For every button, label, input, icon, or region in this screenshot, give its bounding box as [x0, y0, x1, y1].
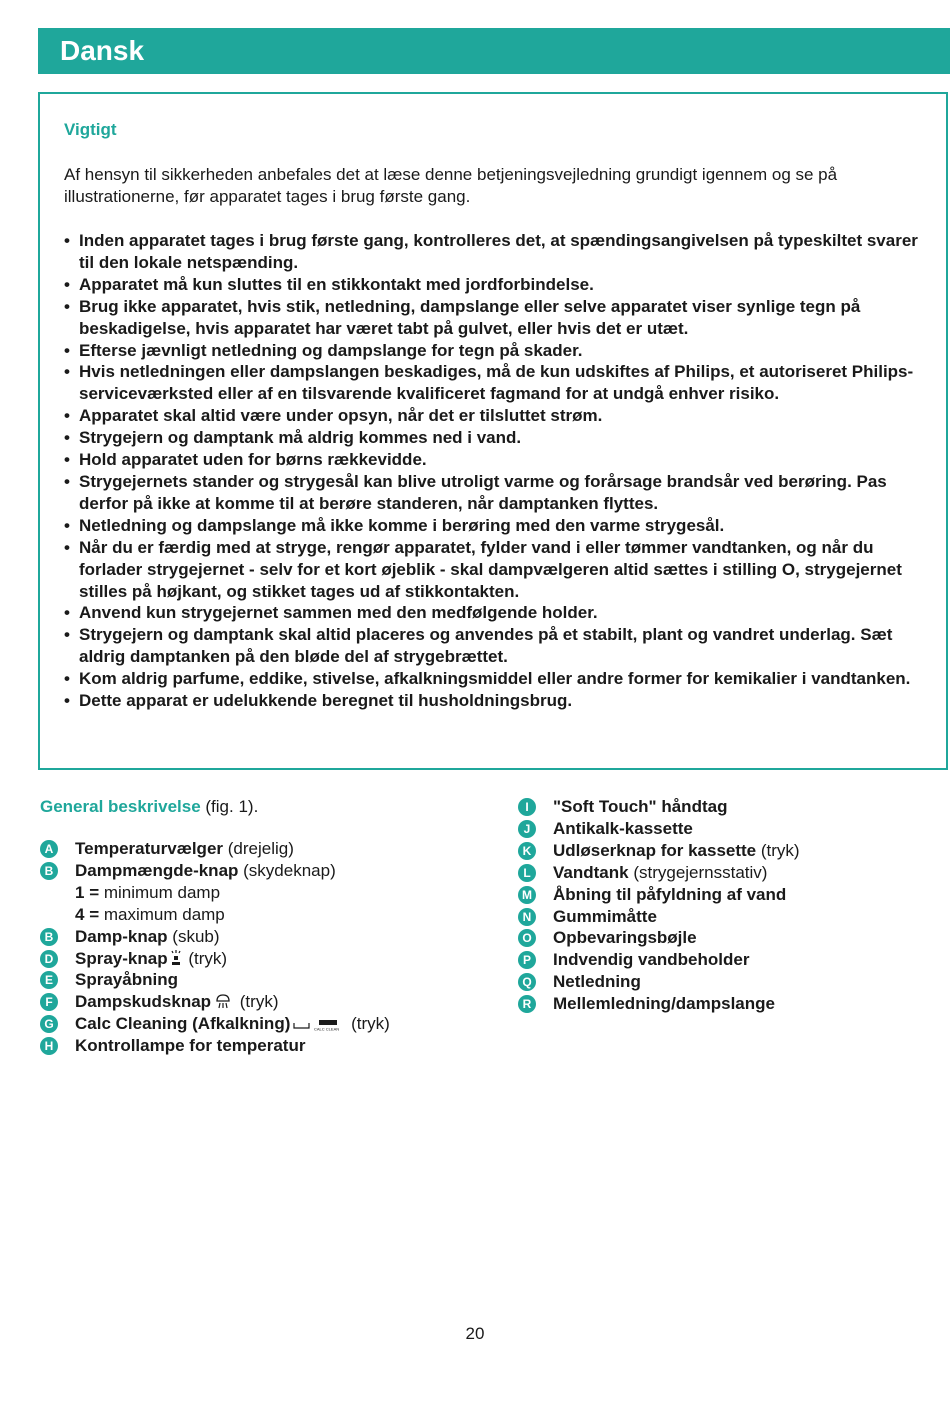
part-o: O Opbevaringsbøjle — [518, 927, 938, 949]
bullet-icon: • — [64, 691, 70, 711]
parts-list-right — [518, 796, 938, 1015]
letter-badge: H — [40, 1037, 58, 1055]
letter-badge: I — [518, 798, 536, 816]
general-description-title: General beskrivelse (fig. 1). — [40, 797, 259, 816]
letter-badge: F — [40, 993, 58, 1011]
safety-item: • Anvend kun strygejernet sammen med den medfølgende holder. — [64, 603, 598, 623]
letter-badge: K — [518, 842, 536, 860]
general-description-left — [40, 796, 500, 1057]
language-title: Dansk — [60, 35, 145, 66]
language-header-bar — [38, 28, 950, 74]
letter-badge: E — [40, 971, 58, 989]
safety-item: • Apparatet må kun sluttes til en stikkontakt med jordforbindelse. — [64, 274, 594, 294]
safety-item: • Når du er færdig med at stryge, rengør apparatet, fylder vand i eller tømmer vandtanken, og når du forlader strygejernet - selv for et kort øjeblik - skal dampvælgeren altid sættes i stilling O, strygejernet stilles på højkant, og stikket tages ud af stikkontakten. — [64, 537, 902, 601]
safety-item: • Hold apparatet uden for børns rækkevidde. — [64, 450, 427, 470]
letter-badge: P — [518, 951, 536, 969]
letter-badge: B — [40, 862, 58, 880]
bullet-icon: • — [64, 603, 70, 623]
safety-item: • Dette apparat er udelukkende beregnet til husholdningsbrug. — [64, 691, 573, 711]
part-k: K Udløserknap for kassette (tryk) — [518, 840, 938, 862]
letter-badge: M — [518, 886, 536, 904]
bullet-icon: • — [64, 362, 70, 382]
letter-badge: G — [40, 1015, 58, 1033]
bullet-icon: • — [64, 274, 70, 294]
bullet-icon: • — [64, 428, 70, 448]
important-intro: Af hensyn til sikkerheden anbefales det at læse denne betjeningsvejledning grundigt igennem og se på illustrationerne, før apparatet tages i brug første gang. — [64, 165, 838, 206]
letter-badge: L — [518, 864, 536, 882]
part-n: N Gummimåtte — [518, 906, 938, 928]
letter-badge: D — [40, 950, 58, 968]
letter-badge: J — [518, 820, 536, 838]
bullet-icon: • — [64, 669, 70, 689]
safety-item: • Kom aldrig parfume, eddike, stivelse, afkalkningsmiddel eller andre former for kemikalier i vandtanken. — [64, 669, 911, 689]
part-l: L Vandtank (strygejernsstativ) — [518, 862, 938, 884]
part-d: D Spray-knap (tryk) — [40, 948, 500, 970]
safety-item: • Efterse jævnligt netledning og dampslange for tegn på skader. — [64, 340, 583, 360]
bullet-icon: • — [64, 296, 70, 316]
bullet-icon: • — [64, 231, 70, 250]
letter-badge: B — [40, 928, 58, 946]
bullet-icon: • — [64, 515, 70, 535]
safety-item: • Hvis netledningen eller dampslangen beskadiges, må de kun udskiftes af Philips, et autoriseret Philips-serviceværksted eller af en tilsvarende kvalificeret fagmand for at undgå enhver risiko. — [64, 362, 914, 404]
safety-item: • Strygejern og damptank skal altid placeres og anvendes på et stabilt, plant og vandret underlag. Sæt aldrig damptanken på den bløde del af strygebrættet. — [64, 625, 893, 667]
letter-badge: Q — [518, 973, 536, 991]
page-number: 20 — [465, 1324, 485, 1343]
bullet-icon: • — [64, 406, 70, 426]
part-r: R Mellemledning/dampslange — [518, 993, 938, 1015]
letter-badge: N — [518, 908, 536, 926]
safety-item: • Inden apparatet tages i brug første gang, kontrolleres det, at spændingsangivelsen på typeskiltet svarer til den lokale netspænding. — [64, 231, 918, 272]
calc-clean-icon — [293, 1017, 343, 1031]
important-heading: Vigtigt — [64, 120, 117, 139]
safety-item: • Strygejern og damptank må aldrig kommes ned i vand. — [64, 428, 522, 448]
part-p: P Indvendig vandbeholder — [518, 949, 938, 971]
bullet-icon: • — [64, 625, 70, 645]
letter-badge: A — [40, 840, 58, 858]
safety-list — [64, 230, 926, 712]
spray-icon — [171, 950, 181, 966]
part-b-setting-min: 1 = minimum damp — [75, 882, 221, 902]
part-a: A Temperaturvælger (drejelig) — [40, 838, 500, 860]
important-section — [38, 92, 948, 770]
safety-item: • Brug ikke apparatet, hvis stik, netledning, dampslange eller selve apparatet viser synlige tegn på beskadigelse, hvis apparatet har været tabt på gulvet, eller hvis det er utæt. — [64, 296, 861, 338]
part-b: B Dampmængde-knap (skydeknap) — [40, 860, 500, 882]
part-b2: B Damp-knap (skub) — [40, 926, 500, 948]
part-g: G Calc Cleaning (Afkalkning) CALC CLEAN (tryk) — [40, 1013, 500, 1035]
bullet-icon: • — [64, 471, 70, 491]
parts-list-left — [40, 838, 500, 1057]
part-q: Q Netledning — [518, 971, 938, 993]
calc-clean-icon-label: CALC CLEAN — [314, 1026, 340, 1032]
safety-item: • Apparatet skal altid være under opsyn, når det er tilsluttet strøm. — [64, 406, 603, 426]
bullet-icon: • — [64, 450, 70, 470]
part-b-setting-max: 4 = maximum damp — [75, 904, 225, 924]
letter-badge: O — [518, 929, 536, 947]
part-m: M Åbning til påfyldning af vand — [518, 884, 938, 906]
bullet-icon: • — [64, 340, 70, 360]
safety-item: • Strygejernets stander og strygesål kan blive utroligt varme og forårsage brandsår ved berøring. Pas derfor på ikke at komme til at berøre standeren, når damptanken flyttes. — [64, 471, 887, 513]
part-f: F Dampskudsknap (tryk) — [40, 991, 500, 1013]
general-description-right — [518, 796, 938, 1015]
part-e: E Sprayåbning — [40, 969, 500, 991]
bullet-icon: • — [64, 537, 70, 557]
steam-shot-icon — [214, 993, 232, 1009]
part-i: I "Soft Touch" håndtag — [518, 796, 938, 818]
letter-badge: R — [518, 995, 536, 1013]
part-h: H Kontrollampe for temperatur — [40, 1035, 500, 1057]
safety-item: • Netledning og dampslange må ikke komme i berøring med den varme strygesål. — [64, 515, 725, 535]
part-j: J Antikalk-kassette — [518, 818, 938, 840]
